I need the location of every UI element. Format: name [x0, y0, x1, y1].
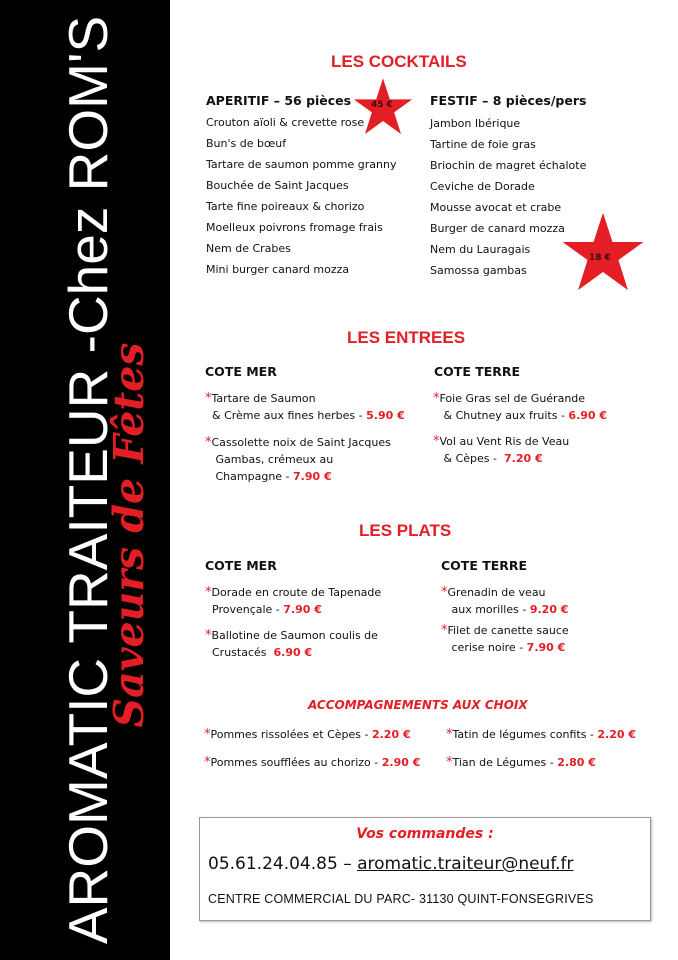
- menu-item: *Tartare de Saumon & Crème aux fines herbes - 5.90 €: [205, 391, 405, 422]
- list-item: Burger de canard mozza: [430, 222, 565, 235]
- list-item: Nem de Crabes: [206, 242, 291, 255]
- item-price: 6.90 €: [273, 646, 313, 659]
- menu-item: *Dorade en croute de Tapenade Provençale - 7.90 €: [205, 585, 382, 616]
- asterisk-icon: *: [433, 391, 440, 406]
- item-price: 7.90 €: [526, 641, 566, 654]
- item-price: 9.20 €: [529, 603, 569, 616]
- list-item: *Pommes rissolées et Cèpes - 2.20 €: [204, 727, 411, 742]
- item-price: 2.20 €: [597, 728, 637, 741]
- accompagnements-title: ACCOMPAGNEMENTS AUX CHOIX: [308, 698, 528, 712]
- list-item: Tartine de foie gras: [430, 138, 536, 151]
- list-item: Moelleux poivrons fromage frais: [206, 221, 383, 234]
- list-item: Tarte fine poireaux & chorizo: [206, 200, 365, 213]
- entrees-terre-heading: COTE TERRE: [434, 364, 521, 379]
- list-item: *Tatin de légumes confits - 2.20 €: [446, 727, 637, 742]
- contact-box: [199, 817, 651, 921]
- menu-item: *Grenadin de veau aux morilles - 9.20 €: [441, 585, 569, 616]
- item-price: 7.90 €: [283, 603, 322, 616]
- phone-number[interactable]: 05.61.24.04.85: [208, 854, 338, 874]
- contact-title: Vos commandes :: [356, 826, 494, 842]
- asterisk-icon: *: [441, 623, 448, 638]
- address: CENTRE COMMERCIAL DU PARC- 31130 QUINT-FONSEGRIVES: [208, 892, 594, 906]
- asterisk-icon: *: [205, 628, 212, 643]
- cocktails-title: LES COCKTAILS: [331, 52, 467, 71]
- asterisk-icon: *: [433, 434, 440, 449]
- asterisk-icon: *: [441, 585, 448, 600]
- aperitif-heading: APERITIF – 56 pièces: [206, 93, 352, 108]
- asterisk-icon: *: [446, 727, 453, 742]
- tagline: Saveurs de Fêtes: [105, 342, 153, 728]
- list-item: Samossa gambas: [430, 264, 527, 277]
- asterisk-icon: *: [204, 727, 211, 742]
- item-price: 2.90 €: [381, 756, 421, 769]
- entrees-title: LES ENTREES: [347, 328, 466, 347]
- menu-item: *Filet de canette sauce cerise noire - 7.90 €: [441, 623, 569, 654]
- item-price: 5.90 €: [366, 409, 405, 422]
- list-item: *Pommes soufflées au chorizo - 2.90 €: [204, 755, 421, 770]
- list-item: *Tian de Légumes - 2.80 €: [446, 755, 596, 770]
- list-item: Bun's de bœuf: [206, 137, 287, 150]
- email-link[interactable]: aromatic.traiteur@neuf.fr: [357, 854, 574, 874]
- asterisk-icon: *: [446, 755, 453, 770]
- list-item: Crouton aïoli & crevette rose: [206, 116, 365, 129]
- entrees-mer-heading: COTE MER: [205, 364, 277, 379]
- list-item: Mousse avocat et crabe: [430, 201, 562, 214]
- sidebar: [0, 0, 170, 960]
- list-item: Bouchée de Saint Jacques: [206, 179, 349, 192]
- asterisk-icon: *: [205, 585, 212, 600]
- menu-item: *Cassolette noix de Saint Jacques Gambas, crémeux au Champagne - 7.90 €: [205, 435, 391, 483]
- list-item: Ceviche de Dorade: [430, 180, 535, 193]
- brand-title: AROMATIC TRAITEUR -Chez ROM'S: [57, 15, 119, 945]
- item-price: 7.90 €: [293, 470, 332, 483]
- item-price: 6.90 €: [568, 409, 608, 422]
- separator: –: [343, 854, 352, 874]
- list-item: Nem du Lauragais: [430, 243, 531, 256]
- list-item: Mini burger canard mozza: [206, 263, 350, 276]
- plats-terre-heading: COTE TERRE: [441, 558, 528, 573]
- menu-item: *Foie Gras sel de Guérande & Chutney aux fruits - 6.90 €: [433, 391, 608, 422]
- item-price: 2.20 €: [371, 728, 411, 741]
- asterisk-icon: *: [205, 391, 212, 406]
- festif-heading: FESTIF – 8 pièces/pers: [430, 93, 587, 108]
- list-item: Briochin de magret échalote: [430, 159, 587, 172]
- asterisk-icon: *: [205, 435, 212, 450]
- item-price: 7.20 €: [503, 452, 543, 465]
- list-item: Jambon Ibérique: [430, 117, 521, 130]
- item-price: 2.80 €: [557, 756, 596, 769]
- menu-item: *Vol au Vent Ris de Veau & Cèpes - 7.20 €: [433, 434, 570, 465]
- plats-title: LES PLATS: [359, 521, 452, 540]
- festif-price-badge: 18 €: [589, 253, 611, 263]
- aperitif-price-badge: 45 €: [371, 100, 393, 110]
- menu-item: *Ballotine de Saumon coulis de Crustacés 6.90 €: [205, 628, 378, 659]
- plats-mer-heading: COTE MER: [205, 558, 277, 573]
- contact-line: [208, 854, 573, 874]
- list-item: Tartare de saumon pomme granny: [206, 158, 397, 171]
- asterisk-icon: *: [204, 755, 211, 770]
